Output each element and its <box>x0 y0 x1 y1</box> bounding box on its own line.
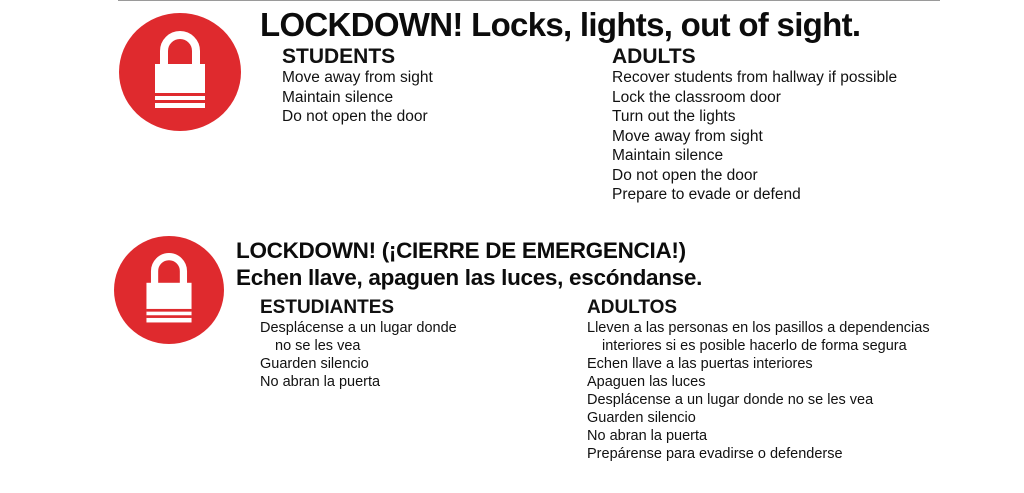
lockdown-title-spanish: LOCKDOWN! (¡CIERRE DE EMERGENCIA!) <box>236 238 686 263</box>
list-item: Recover students from hallway if possible <box>612 69 898 86</box>
students-section <box>282 45 433 127</box>
list-item: No abran la puerta <box>587 428 708 444</box>
lock-icon <box>114 236 224 344</box>
list-item: no se les vea <box>275 338 361 354</box>
estudiantes-list <box>260 319 457 391</box>
list-item: Guarden silencio <box>587 410 696 426</box>
list-item: Desplácense a un lugar donde <box>260 320 457 336</box>
adults-section <box>612 45 897 205</box>
adultos-list <box>587 319 930 463</box>
students-list <box>282 68 433 127</box>
list-item: Prepárense para evadirse o defenderse <box>587 446 843 462</box>
adults-heading: ADULTS <box>612 45 696 68</box>
list-item: Guarden silencio <box>260 356 369 372</box>
lockdown-subtitle-spanish: Echen llave, apaguen las luces, escóndanse. <box>236 265 703 290</box>
list-item: Prepare to evade or defend <box>612 186 801 203</box>
list-item: Maintain silence <box>612 147 724 164</box>
lock-icon <box>119 13 241 131</box>
list-item: interiores si es posible hacerlo de forma segura <box>602 338 907 354</box>
adultos-section <box>587 297 930 463</box>
estudiantes-heading: ESTUDIANTES <box>260 297 395 318</box>
list-item: Do not open the door <box>282 108 428 125</box>
list-item: Move away from sight <box>282 69 433 86</box>
list-item: Maintain silence <box>282 88 394 106</box>
list-item: Desplácense a un lugar donde no se les vea <box>587 392 874 408</box>
list-item: Echen llave a las puertas interiores <box>587 356 813 372</box>
list-item: Lock the classroom door <box>612 88 781 106</box>
estudiantes-section <box>260 297 457 391</box>
lockdown-title: LOCKDOWN! Locks, lights, out of sight. <box>260 6 861 43</box>
list-item: Turn out the lights <box>612 108 736 125</box>
list-item: No abran la puerta <box>260 374 381 390</box>
list-item: Move away from sight <box>612 127 763 145</box>
list-item: Do not open the door <box>612 166 758 184</box>
list-item: Lleven a las personas en los pasillos a dependencias <box>587 320 930 336</box>
adultos-heading: ADULTOS <box>587 297 678 318</box>
list-item: Apaguen las luces <box>587 374 706 390</box>
students-heading: STUDENTS <box>282 45 396 68</box>
top-divider <box>118 0 940 1</box>
adults-list <box>612 68 897 205</box>
